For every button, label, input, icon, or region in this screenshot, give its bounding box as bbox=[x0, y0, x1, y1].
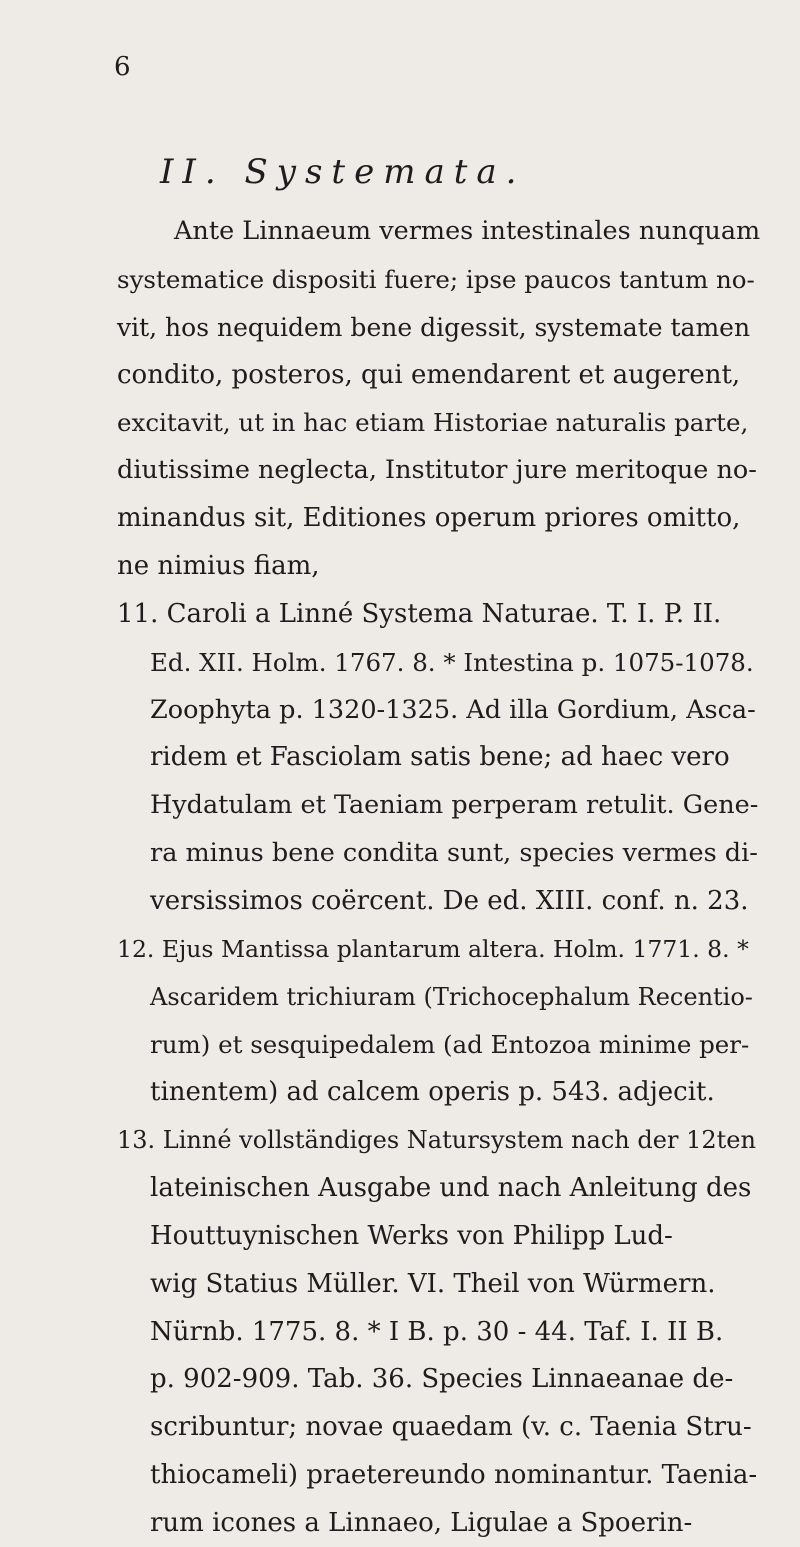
text-line: rum) et sesquipedalem (ad Entozoa minime per- bbox=[150, 1030, 750, 1059]
text-line: ra minus bene condita sunt, species vermes di- bbox=[150, 838, 758, 868]
text-line: Ascaridem trichiuram (Trichocephalum Recentio- bbox=[150, 983, 753, 1011]
text-line: Zoophyta p. 1320-1325. Ad illa Gordium, Asca- bbox=[150, 695, 756, 725]
text-line: minandus sit, Editiones operum priores omitto, bbox=[117, 503, 741, 533]
text-line: lateinischen Ausgabe und nach Anleitung des bbox=[150, 1173, 752, 1203]
text-line: Houttuynischen Werks von Philipp Lud- bbox=[150, 1221, 673, 1251]
text-line: wig Statius Müller. VI. Theil von Würmern. bbox=[150, 1269, 716, 1299]
section-heading: II. Systemata. bbox=[160, 152, 526, 192]
text-line: Ed. XII. Holm. 1767. 8. * Intestina p. 1075-1078. bbox=[150, 648, 754, 677]
text-line: scribuntur; novae quaedam (v. c. Taenia Stru- bbox=[150, 1412, 752, 1442]
text-line: condito, posteros, qui emendarent et augerent, bbox=[117, 360, 741, 390]
text-line: Hydatulam et Taeniam perperam retulit. Gene- bbox=[150, 790, 759, 820]
text-line: excitavit, ut in hac etiam Historiae naturalis parte, bbox=[117, 408, 749, 437]
entry-13-heading: 13. Linné vollständiges Natursystem nach der 12ten bbox=[117, 1126, 756, 1154]
text-line: systematice dispositi fuere; ipse paucos tantum no- bbox=[117, 265, 755, 294]
text-line: Ante Linnaeum vermes intestinales nunquam bbox=[174, 216, 761, 246]
entry-12-heading: 12. Ejus Mantissa plantarum altera. Holm. 1771. 8. * bbox=[117, 935, 749, 963]
text-line: Nürnb. 1775. 8. * I B. p. 30 - 44. Taf. I. II B. bbox=[150, 1317, 724, 1347]
page-number: 6 bbox=[114, 52, 131, 82]
text-line: diutissime neglecta, Institutor jure meritoque no- bbox=[117, 455, 757, 485]
text-line: versissimos coërcent. De ed. XIII. conf. n. 23. bbox=[150, 886, 749, 916]
text-line: rum icones a Linnaeo, Ligulae a Spoerin- bbox=[150, 1508, 693, 1538]
text-line: vit, hos nequidem bene digessit, systemate tamen bbox=[117, 313, 751, 342]
text-line: thiocameli) praetereundo nominantur. Taenia- bbox=[150, 1460, 758, 1490]
text-line: ridem et Fasciolam satis bene; ad haec vero bbox=[150, 742, 730, 772]
text-line: p. 902-909. Tab. 36. Species Linnaeanae de- bbox=[150, 1364, 734, 1394]
entry-11-heading: 11. Caroli a Linné Systema Naturae. T. I. P. II. bbox=[117, 599, 722, 629]
text-line: tinentem) ad calcem operis p. 543. adjecit. bbox=[150, 1077, 715, 1107]
text-line: ne nimius fiam, bbox=[117, 551, 320, 581]
